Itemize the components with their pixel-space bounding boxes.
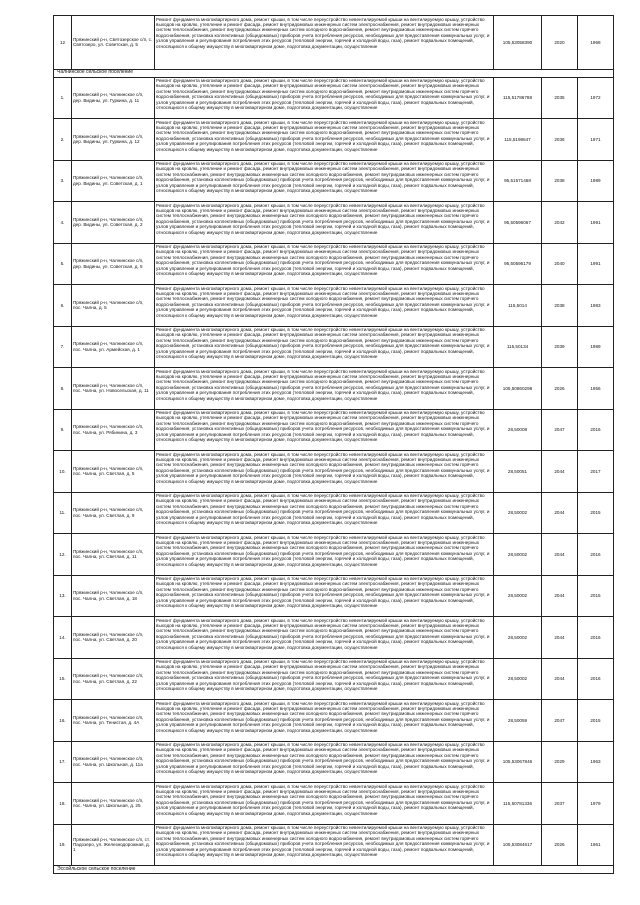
table-row	[54, 16, 614, 70]
row-year-plan: 2042	[542, 202, 578, 244]
row-works: Ремонт фундамента многоквартирного дома, ремонт крыши, в том числе переустройство невентилируемой крыши на вентилируемую крышу, устройство выходов на кровлю, утепление и ремонт фасада, ремонт внутридомовых инженерных систем электроснабжения, ремонт внутридомовых инженерных систем теплоснабжения, ремонт внутридомовых инженерных систем холодного водоснабжения, ремонт внутридомовых инженерных систем горячего водоснабжения, установка коллективных (общедомовых) приборов учета потребления ресурсов, необходимых для предоставления коммунальных услуг, и узлов управления и регулирования потребления этих ресурсов (тепловой энергии, горячей и холодной воды, газа), ремонт подвальных помещений, относящихся к общему имуществу в многоквартирном доме, подготовка документации, осуществление	[155, 326, 494, 368]
table-row	[54, 285, 614, 327]
table-row	[54, 575, 614, 617]
row-number: 17.	[54, 741, 72, 783]
table-row	[54, 326, 614, 368]
row-year-built: 1972	[578, 77, 614, 119]
row-address: Пряжинский р-н, Чалнинское с/п, пос. Чална, ул. Новосельская, д. 11	[72, 368, 155, 410]
row-year-built: 2017	[578, 451, 614, 493]
table-row	[54, 658, 614, 700]
row-area: 28,50008	[494, 409, 542, 451]
row-area: 115,50134	[494, 326, 542, 368]
row-works: Ремонт фундамента многоквартирного дома, ремонт крыши, в том числе переустройство невентилируемой крыши на вентилируемую крышу, устройство выходов на кровлю, утепление и ремонт фасада, ремонт внутридомовых инженерных систем электроснабжения, ремонт внутридомовых инженерных систем теплоснабжения, ремонт внутридомовых инженерных систем холодного водоснабжения, ремонт внутридомовых инженерных систем горячего водоснабжения, установка коллективных (общедомовых) приборов учета потребления ресурсов, необходимых для предоставления коммунальных услуг, и узлов управления и регулирования потребления этих ресурсов (тепловой энергии, горячей и холодной воды, газа), ремонт подвальных помещений, относящихся к общему имуществу в многоквартирном доме, подготовка документации, осуществление	[155, 119, 494, 161]
row-area: 105,53084617	[494, 824, 542, 866]
row-area: 115,51786788	[494, 77, 542, 119]
row-works: Ремонт фундамента многоквартирного дома, ремонт крыши, в том числе переустройство невентилируемой крыши на вентилируемую крышу, устройство выходов на кровлю, утепление и ремонт фасада, ремонт внутридомовых инженерных систем электроснабжения, ремонт внутридомовых инженерных систем теплоснабжения, ремонт внутридомовых инженерных систем холодного водоснабжения, ремонт внутридомовых инженерных систем горячего водоснабжения, установка коллективных (общедомовых) приборов учета потребления ресурсов, необходимых для предоставления коммунальных услуг, и узлов управления и регулирования потребления этих ресурсов (тепловой энергии, горячей и холодной воды, газа), ремонт подвальных помещений, относящихся к общему имуществу в многоквартирном доме, подготовка документации, осуществление	[155, 160, 494, 202]
section-header	[54, 69, 614, 77]
row-number: 19.	[54, 824, 72, 866]
row-works: Ремонт фундамента многоквартирного дома, ремонт крыши, в том числе переустройство невентилируемой крыши на вентилируемую крышу, устройство выходов на кровлю, утепление и ремонт фасада, ремонт внутридомовых инженерных систем электроснабжения, ремонт внутридомовых инженерных систем теплоснабжения, ремонт внутридомовых инженерных систем холодного водоснабжения, ремонт внутридомовых инженерных систем горячего водоснабжения, установка коллективных (общедомовых) приборов учета потребления ресурсов, необходимых для предоставления коммунальных услуг, и узлов управления и регулирования потребления этих ресурсов (тепловой энергии, горячей и холодной воды, газа), ремонт подвальных помещений, относящихся к общему имуществу в многоквартирном доме, подготовка документации, осуществление	[155, 202, 494, 244]
row-year-built: 1961	[578, 824, 614, 866]
row-works: Ремонт фундамента многоквартирного дома, ремонт крыши, в том числе переустройство невентилируемой крыши на вентилируемую крышу, устройство выходов на кровлю, утепление и ремонт фасада, ремонт внутридомовых инженерных систем электроснабжения, ремонт внутридомовых инженерных систем теплоснабжения, ремонт внутридомовых инженерных систем холодного водоснабжения, ремонт внутридомовых инженерных систем горячего водоснабжения, установка коллективных (общедомовых) приборов учета потребления ресурсов, необходимых для предоставления коммунальных услуг, и узлов управления и регулирования потребления этих ресурсов (тепловой энергии, горячей и холодной воды, газа), ремонт подвальных помещений, относящихся к общему имуществу в многоквартирном доме, подготовка документации, осуществление	[155, 409, 494, 451]
row-works: Ремонт фундамента многоквартирного дома, ремонт крыши, в том числе переустройство невентилируемой крыши на вентилируемую крышу, устройство выходов на кровлю, утепление и ремонт фасада, ремонт внутридомовых инженерных систем электроснабжения, ремонт внутридомовых инженерных систем теплоснабжения, ремонт внутридомовых инженерных систем холодного водоснабжения, ремонт внутридомовых инженерных систем горячего водоснабжения, установка коллективных (общедомовых) приборов учета потребления ресурсов, необходимых для предоставления коммунальных услуг, и узлов управления и регулирования потребления этих ресурсов (тепловой энергии, горячей и холодной воды, газа), ремонт подвальных помещений, относящихся к общему имуществу в многоквартирном доме, подготовка документации, осуществление	[155, 617, 494, 659]
row-area: 28,50002	[494, 534, 542, 576]
table-row	[54, 741, 614, 783]
row-area: 115,5014	[494, 285, 542, 327]
row-area: 28,50002	[494, 575, 542, 617]
row-area: 28,50051	[494, 451, 542, 493]
row-address: Пряжинский р-н, Чалнинское с/п, пос. Чална, ул. Рябинина, д. 3	[72, 409, 155, 451]
row-address: Пряжинский р-н, Чалнинское с/п, дер. Видины, ул. Советская, д. 5	[72, 243, 155, 285]
table-body	[54, 16, 614, 874]
table-row	[54, 451, 614, 493]
row-year-plan: 2020	[542, 16, 578, 70]
section-header	[54, 866, 614, 874]
row-year-built: 1971	[578, 119, 614, 161]
row-year-plan: 2038	[542, 285, 578, 327]
row-number: 8.	[54, 368, 72, 410]
row-year-plan: 2026	[542, 824, 578, 866]
row-area: 28,50002	[494, 658, 542, 700]
row-number: 12	[54, 16, 72, 70]
table-row	[54, 160, 614, 202]
row-number: 11.	[54, 492, 72, 534]
row-address: Пряжинский р-н, Чалнинское с/п, пос. Чална, ул. Светлая, д. 9	[72, 492, 155, 534]
row-number: 1.	[54, 77, 72, 119]
row-area: 115,50781336	[494, 783, 542, 825]
row-year-built: 1991	[578, 202, 614, 244]
row-year-built: 1983	[578, 285, 614, 327]
row-year-plan: 2044	[542, 617, 578, 659]
table-row	[54, 492, 614, 534]
row-number: 5.	[54, 243, 72, 285]
row-number: 3.	[54, 160, 72, 202]
row-year-built: 1991	[578, 243, 614, 285]
row-year-built: 2015	[578, 700, 614, 742]
table-row	[54, 534, 614, 576]
row-area: 105,53058390	[494, 16, 542, 70]
row-address: Пряжинский р-н, Чалнинское с/п, пос. Чална, ул. Светлая, д. 11	[72, 534, 155, 576]
table-row	[54, 700, 614, 742]
row-year-plan: 2037	[542, 783, 578, 825]
row-works: Ремонт фундамента многоквартирного дома, ремонт крыши, в том числе переустройство невентилируемой крыши на вентилируемую крышу, устройство выходов на кровлю, утепление и ремонт фасада, ремонт внутридомовых инженерных систем электроснабжения, ремонт внутридомовых инженерных систем теплоснабжения, ремонт внутридомовых инженерных систем холодного водоснабжения, ремонт внутридомовых инженерных систем горячего водоснабжения, установка коллективных (общедомовых) приборов учета потребления ресурсов, необходимых для предоставления коммунальных услуг, и узлов управления и регулирования потребления этих ресурсов (тепловой энергии, горячей и холодной воды, газа), ремонт подвальных помещений, относящихся к общему имуществу в многоквартирном доме, подготовка документации, осуществление	[155, 368, 494, 410]
row-number: 14.	[54, 617, 72, 659]
row-number: 12.	[54, 534, 72, 576]
row-year-built: 2016	[578, 409, 614, 451]
row-year-plan: 2044	[542, 658, 578, 700]
row-address: Пряжинский р-н, Чалнинское с/п, пос. Чална, ул. Школьная, д. 11а	[72, 741, 155, 783]
table-row	[54, 409, 614, 451]
row-area: 95,50596067	[494, 202, 542, 244]
row-year-plan: 2026	[542, 368, 578, 410]
row-works: Ремонт фундамента многоквартирного дома, ремонт крыши, в том числе переустройство невентилируемой крыши на вентилируемую крышу, устройство выходов на кровлю, утепление и ремонт фасада, ремонт внутридомовых инженерных систем электроснабжения, ремонт внутридомовых инженерных систем теплоснабжения, ремонт внутридомовых инженерных систем холодного водоснабжения, ремонт внутридомовых инженерных систем горячего водоснабжения, установка коллективных (общедомовых) приборов учета потребления ресурсов, необходимых для предоставления коммунальных услуг, и узлов управления и регулирования потребления этих ресурсов (тепловой энергии, горячей и холодной воды, газа), ремонт подвальных помещений, относящихся к общему имуществу в многоквартирном доме, подготовка документации, осуществление	[155, 658, 494, 700]
row-year-built: 1979	[578, 783, 614, 825]
row-year-plan: 2036	[542, 119, 578, 161]
row-address: Пряжинский р-н, Чалнинское с/п, дер. Видины, ул. Гуркина, д. 11	[72, 77, 155, 119]
table-row	[54, 368, 614, 410]
table-row	[54, 824, 614, 866]
row-area: 105,50860298	[494, 368, 542, 410]
row-works: Ремонт фундамента многоквартирного дома, ремонт крыши, в том числе переустройство невентилируемой крыши на вентилируемую крышу, устройство выходов на кровлю, утепление и ремонт фасада, ремонт внутридомовых инженерных систем электроснабжения, ремонт внутридомовых инженерных систем теплоснабжения, ремонт внутридомовых инженерных систем холодного водоснабжения, ремонт внутридомовых инженерных систем горячего водоснабжения, установка коллективных (общедомовых) приборов учета потребления ресурсов, необходимых для предоставления коммунальных услуг, и узлов управления и регулирования потребления этих ресурсов (тепловой энергии, горячей и холодной воды, газа), ремонт подвальных помещений, относящихся к общему имуществу в многоквартирном доме, подготовка документации, осуществление	[155, 451, 494, 493]
row-number: 13.	[54, 575, 72, 617]
section-title: Чалнинское сельское поселение	[54, 69, 614, 77]
row-number: 4.	[54, 202, 72, 244]
row-address: Пряжинский р-н, Чалнинское с/п, пос. Чална, ул. Светлая, д. 22	[72, 658, 155, 700]
row-number: 7.	[54, 326, 72, 368]
row-works: Ремонт фундамента многоквартирного дома, ремонт крыши, в том числе переустройство невентилируемой крыши на вентилируемую крышу, устройство выходов на кровлю, утепление и ремонт фасада, ремонт внутридомовых инженерных систем электроснабжения, ремонт внутридомовых инженерных систем теплоснабжения, ремонт внутридомовых инженерных систем холодного водоснабжения, ремонт внутридомовых инженерных систем горячего водоснабжения, установка коллективных (общедомовых) приборов учета потребления ресурсов, необходимых для предоставления коммунальных услуг, и узлов управления и регулирования потребления этих ресурсов (тепловой энергии, горячей и холодной воды, газа), ремонт подвальных помещений, относящихся к общему имуществу в многоквартирном доме, подготовка документации, осуществление	[155, 77, 494, 119]
document-page	[53, 15, 613, 890]
row-works: Ремонт фундамента многоквартирного дома, ремонт крыши, в том числе переустройство невентилируемой крыши на вентилируемую крышу, устройство выходов на кровлю, утепление и ремонт фасада, ремонт внутридомовых инженерных систем электроснабжения, ремонт внутридомовых инженерных систем теплоснабжения, ремонт внутридомовых инженерных систем холодного водоснабжения, ремонт внутридомовых инженерных систем горячего водоснабжения, установка коллективных (общедомовых) приборов учета потребления ресурсов, необходимых для предоставления коммунальных услуг, и узлов управления и регулирования потребления этих ресурсов (тепловой энергии, горячей и холодной воды, газа), ремонт подвальных помещений, относящихся к общему имуществу в многоквартирном доме, подготовка документации, осуществление	[155, 783, 494, 825]
row-address: Пряжинский р-н, Чалнинское с/п, дер. Видины, ул. Советская, д. 1	[72, 160, 155, 202]
row-year-built: 2016	[578, 534, 614, 576]
row-address: Пряжинский р-н, Чалнинское с/п, пос. Чална, ул. Светлая, д. 18	[72, 575, 155, 617]
row-year-built: 1968	[578, 16, 614, 70]
row-area: 105,53067846	[494, 741, 542, 783]
row-works: Ремонт фундамента многоквартирного дома, ремонт крыши, в том числе переустройство невентилируемой крыши на вентилируемую крышу, устройство выходов на кровлю, утепление и ремонт фасада, ремонт внутридомовых инженерных систем электроснабжения, ремонт внутридомовых инженерных систем теплоснабжения, ремонт внутридомовых инженерных систем холодного водоснабжения, ремонт внутридомовых инженерных систем горячего водоснабжения, установка коллективных (общедомовых) приборов учета потребления ресурсов, необходимых для предоставления коммунальных услуг, и узлов управления и регулирования потребления этих ресурсов (тепловой энергии, горячей и холодной воды, газа), ремонт подвальных помещений, относящихся к общему имуществу в многоквартирном доме, подготовка документации, осуществление	[155, 16, 494, 70]
table-row	[54, 783, 614, 825]
row-works: Ремонт фундамента многоквартирного дома, ремонт крыши, в том числе переустройство невентилируемой крыши на вентилируемую крышу, устройство выходов на кровлю, утепление и ремонт фасада, ремонт внутридомовых инженерных систем электроснабжения, ремонт внутридомовых инженерных систем теплоснабжения, ремонт внутридомовых инженерных систем холодного водоснабжения, ремонт внутридомовых инженерных систем горячего водоснабжения, установка коллективных (общедомовых) приборов учета потребления ресурсов, необходимых для предоставления коммунальных услуг, и узлов управления и регулирования потребления этих ресурсов (тепловой энергии, горячей и холодной воды, газа), ремонт подвальных помещений, относящихся к общему имуществу в многоквартирном доме, подготовка документации, осуществление	[155, 285, 494, 327]
row-number: 15.	[54, 658, 72, 700]
row-year-plan: 2044	[542, 492, 578, 534]
row-number: 16.	[54, 700, 72, 742]
row-works: Ремонт фундамента многоквартирного дома, ремонт крыши, в том числе переустройство невентилируемой крыши на вентилируемую крышу, устройство выходов на кровлю, утепление и ремонт фасада, ремонт внутридомовых инженерных систем электроснабжения, ремонт внутридомовых инженерных систем теплоснабжения, ремонт внутридомовых инженерных систем холодного водоснабжения, ремонт внутридомовых инженерных систем горячего водоснабжения, установка коллективных (общедомовых) приборов учета потребления ресурсов, необходимых для предоставления коммунальных услуг, и узлов управления и регулирования потребления этих ресурсов (тепловой энергии, горячей и холодной воды, газа), ремонт подвальных помещений, относящихся к общему имуществу в многоквартирном доме, подготовка документации, осуществление	[155, 534, 494, 576]
row-address: Пряжинский р-н, Чалнинское с/п, дер. Видины, ул. Гуркина, д. 12	[72, 119, 155, 161]
row-address: Пряжинский р-н, Чалнинское с/п, пос. Чална, ул. Светлая, д. 5	[72, 451, 155, 493]
row-number: 9.	[54, 409, 72, 451]
row-year-plan: 2039	[542, 326, 578, 368]
row-address: Пряжинский р-н, Чалнинское с/п, пос. Чална, ул. Тенистая, д. 4А	[72, 700, 155, 742]
row-year-plan: 2044	[542, 534, 578, 576]
row-year-plan: 2040	[542, 243, 578, 285]
row-area: 95,50596179	[494, 243, 542, 285]
table-row	[54, 77, 614, 119]
row-year-plan: 2044	[542, 575, 578, 617]
row-address: Пряжинский р-н, Чалнинское с/п, дер. Видины, ул. Советская, д. 2	[72, 202, 155, 244]
row-address: Пряжинский р-н, Чалнинское с/п, пос. Чална, ул. Школьная, д. 25	[72, 783, 155, 825]
row-year-built: 1963	[578, 741, 614, 783]
table-row	[54, 119, 614, 161]
housing-register-table	[53, 15, 614, 874]
table-row	[54, 243, 614, 285]
row-area: 28,50059	[494, 700, 542, 742]
row-works: Ремонт фундамента многоквартирного дома, ремонт крыши, в том числе переустройство невентилируемой крыши на вентилируемую крышу, устройство выходов на кровлю, утепление и ремонт фасада, ремонт внутридомовых инженерных систем электроснабжения, ремонт внутридомовых инженерных систем теплоснабжения, ремонт внутридомовых инженерных систем холодного водоснабжения, ремонт внутридомовых инженерных систем горячего водоснабжения, установка коллективных (общедомовых) приборов учета потребления ресурсов, необходимых для предоставления коммунальных услуг, и узлов управления и регулирования потребления этих ресурсов (тепловой энергии, горячей и холодной воды, газа), ремонт подвальных помещений, относящихся к общему имуществу в многоквартирном доме, подготовка документации, осуществление	[155, 575, 494, 617]
row-year-plan: 2047	[542, 700, 578, 742]
row-number: 2.	[54, 119, 72, 161]
table-row	[54, 617, 614, 659]
table-row	[54, 202, 614, 244]
row-year-plan: 2038	[542, 160, 578, 202]
row-number: 18.	[54, 783, 72, 825]
row-area: 28,50002	[494, 492, 542, 534]
row-works: Ремонт фундамента многоквартирного дома, ремонт крыши, в том числе переустройство невентилируемой крыши на вентилируемую крышу, устройство выходов на кровлю, утепление и ремонт фасада, ремонт внутридомовых инженерных систем электроснабжения, ремонт внутридомовых инженерных систем теплоснабжения, ремонт внутридомовых инженерных систем холодного водоснабжения, ремонт внутридомовых инженерных систем горячего водоснабжения, установка коллективных (общедомовых) приборов учета потребления ресурсов, необходимых для предоставления коммунальных услуг, и узлов управления и регулирования потребления этих ресурсов (тепловой энергии, горячей и холодной воды, газа), ремонт подвальных помещений, относящихся к общему имуществу в многоквартирном доме, подготовка документации, осуществление	[155, 824, 494, 866]
row-address: Пряжинский р-н, Чалнинское с/п, пос. Чална, ул. Светлая, д. 20	[72, 617, 155, 659]
row-works: Ремонт фундамента многоквартирного дома, ремонт крыши, в том числе переустройство невентилируемой крыши на вентилируемую крышу, устройство выходов на кровлю, утепление и ремонт фасада, ремонт внутридомовых инженерных систем электроснабжения, ремонт внутридомовых инженерных систем теплоснабжения, ремонт внутридомовых инженерных систем холодного водоснабжения, ремонт внутридомовых инженерных систем горячего водоснабжения, установка коллективных (общедомовых) приборов учета потребления ресурсов, необходимых для предоставления коммунальных услуг, и узлов управления и регулирования потребления этих ресурсов (тепловой энергии, горячей и холодной воды, газа), ремонт подвальных помещений, относящихся к общему имуществу в многоквартирном доме, подготовка документации, осуществление	[155, 243, 494, 285]
row-year-plan: 2047	[542, 409, 578, 451]
row-works: Ремонт фундамента многоквартирного дома, ремонт крыши, в том числе переустройство невентилируемой крыши на вентилируемую крышу, устройство выходов на кровлю, утепление и ремонт фасада, ремонт внутридомовых инженерных систем электроснабжения, ремонт внутридомовых инженерных систем теплоснабжения, ремонт внутридомовых инженерных систем холодного водоснабжения, ремонт внутридомовых инженерных систем горячего водоснабжения, установка коллективных (общедомовых) приборов учета потребления ресурсов, необходимых для предоставления коммунальных услуг, и узлов управления и регулирования потребления этих ресурсов (тепловой энергии, горячей и холодной воды, газа), ремонт подвальных помещений, относящихся к общему имуществу в многоквартирном доме, подготовка документации, осуществление	[155, 492, 494, 534]
row-works: Ремонт фундамента многоквартирного дома, ремонт крыши, в том числе переустройство невентилируемой крыши на вентилируемую крышу, устройство выходов на кровлю, утепление и ремонт фасада, ремонт внутридомовых инженерных систем электроснабжения, ремонт внутридомовых инженерных систем теплоснабжения, ремонт внутридомовых инженерных систем холодного водоснабжения, ремонт внутридомовых инженерных систем горячего водоснабжения, установка коллективных (общедомовых) приборов учета потребления ресурсов, необходимых для предоставления коммунальных услуг, и узлов управления и регулирования потребления этих ресурсов (тепловой энергии, горячей и холодной воды, газа), ремонт подвальных помещений, относящихся к общему имуществу в многоквартирном доме, подготовка документации, осуществление	[155, 741, 494, 783]
row-year-built: 2016	[578, 658, 614, 700]
row-year-plan: 2029	[542, 741, 578, 783]
row-year-built: 1956	[578, 368, 614, 410]
row-address: Пряжинский р-н, Чалнинское с/п, ст. Падозеро, ул. Железнодорожная, д. 1	[72, 824, 155, 866]
row-year-built: 1989	[578, 160, 614, 202]
row-number: 6.	[54, 285, 72, 327]
row-year-built: 2015	[578, 575, 614, 617]
row-year-built: 2016	[578, 617, 614, 659]
row-address: Пряжинский р-н, Чалнинское с/п, пос. Чална, ул. Армейская, д. 1	[72, 326, 155, 368]
row-year-plan: 2044	[542, 451, 578, 493]
row-address: Пряжинский р-н, Святозерское с/п, с. Святозеро, ул. Советская, д. 5	[72, 16, 155, 70]
row-area: 28,50002	[494, 617, 542, 659]
row-year-built: 2015	[578, 492, 614, 534]
row-works: Ремонт фундамента многоквартирного дома, ремонт крыши, в том числе переустройство невентилируемой крыши на вентилируемую крышу, устройство выходов на кровлю, утепление и ремонт фасада, ремонт внутридомовых инженерных систем электроснабжения, ремонт внутридомовых инженерных систем теплоснабжения, ремонт внутридомовых инженерных систем холодного водоснабжения, ремонт внутридомовых инженерных систем горячего водоснабжения, установка коллективных (общедомовых) приборов учета потребления ресурсов, необходимых для предоставления коммунальных услуг, и узлов управления и регулирования потребления этих ресурсов (тепловой энергии, горячей и холодной воды, газа), ремонт подвальных помещений, относящихся к общему имуществу в многоквартирном доме, подготовка документации, осуществление	[155, 700, 494, 742]
row-area: 95,51571468	[494, 160, 542, 202]
row-number: 10.	[54, 451, 72, 493]
row-year-built: 1989	[578, 326, 614, 368]
row-address: Пряжинский р-н, Чалнинское с/п, пос. Чална, д. 5	[72, 285, 155, 327]
row-year-plan: 2035	[542, 77, 578, 119]
section-title: Эссойльское сельское поселение	[54, 866, 614, 874]
row-area: 115,5198647	[494, 119, 542, 161]
